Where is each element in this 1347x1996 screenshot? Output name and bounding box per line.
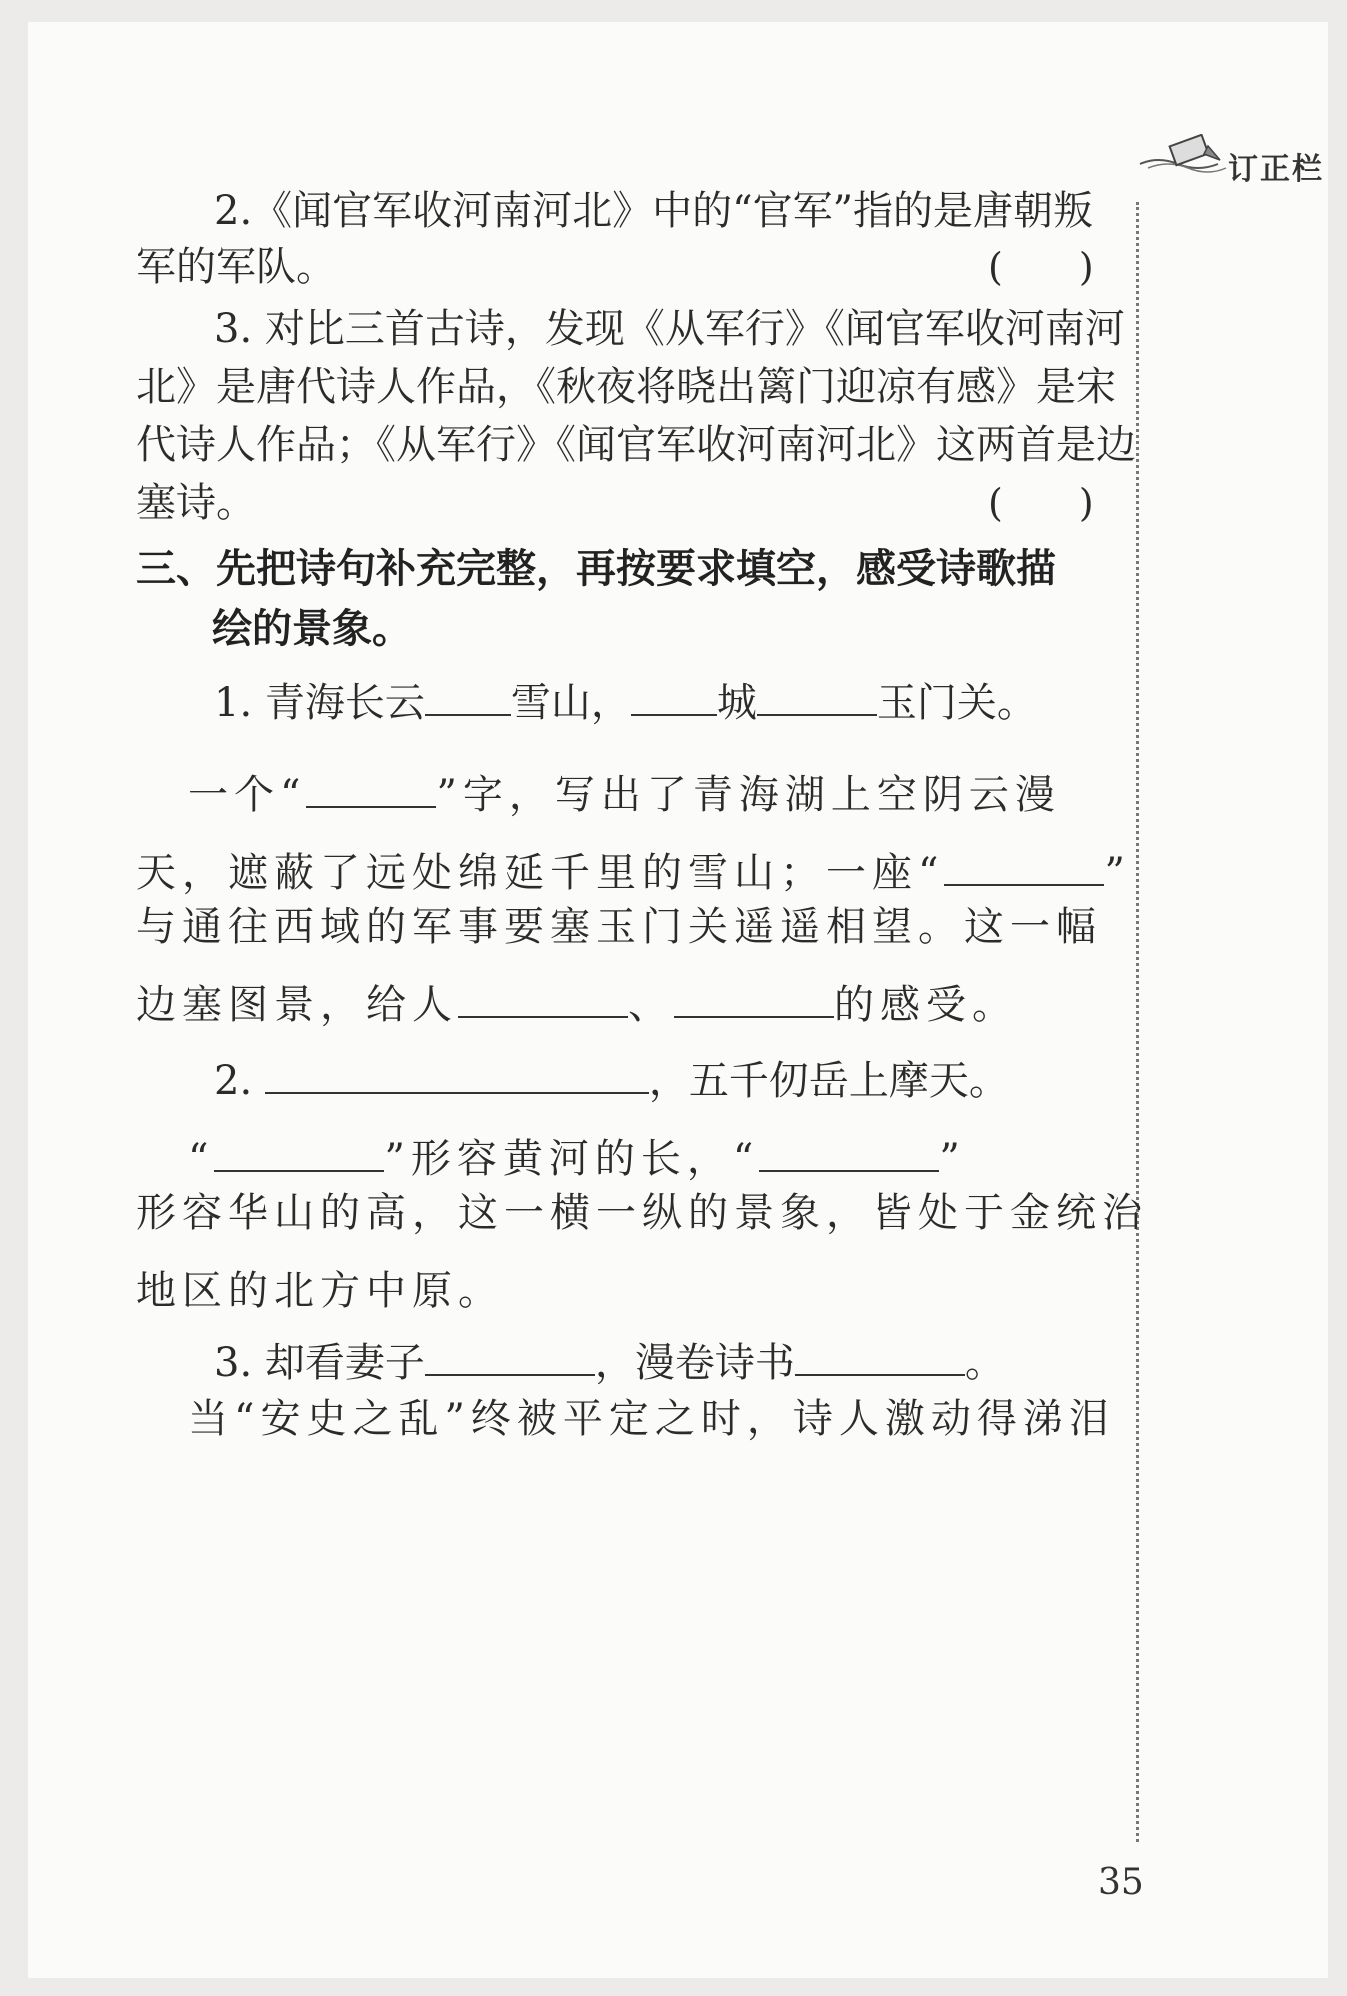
blank-field[interactable] xyxy=(631,678,717,716)
s3-q1-text: ”字，写出了青海湖上空阴云漫 xyxy=(436,772,1061,818)
s3-q1-analysis-line3: 与通往西域的军事要塞玉门关遥遥相望。这一幅 xyxy=(136,904,1102,950)
blank-field[interactable] xyxy=(759,1134,939,1172)
s3-q3-analysis-line1: 当“安史之乱”终被平定之时，诗人激动得涕泪 xyxy=(188,1396,1115,1442)
s3-q1-text: 1. 青海长云 xyxy=(214,680,425,726)
s3-q1-text: 边塞图景，给人 xyxy=(136,982,458,1028)
blank-field[interactable] xyxy=(425,1338,595,1376)
blank-field[interactable] xyxy=(458,980,628,1018)
corrections-column-label: 订正栏 xyxy=(1228,152,1324,187)
q3-statement-line2: 北》是唐代诗人作品，《秋夜将晓出篱门迎凉有感》是宋 xyxy=(136,364,1116,410)
corrections-divider xyxy=(1136,202,1139,1842)
s3-q2-text: “ xyxy=(188,1136,215,1182)
s3-q1-text: 城 xyxy=(716,680,757,726)
blank-field[interactable] xyxy=(757,678,877,716)
s3-q1-text: 一个“ xyxy=(188,772,307,818)
q3-statement-line4: 塞诗。 xyxy=(136,480,256,526)
section3-heading-line1: 三、先把诗句补充完整，再按要求填空，感受诗歌描 xyxy=(136,546,1056,592)
s3-q2-text: 2. xyxy=(214,1058,253,1104)
s3-q3-text: 。 xyxy=(964,1340,1005,1386)
s3-q3-poem-line xyxy=(214,1338,1005,1388)
q2-answer-parentheses[interactable]: ( ) xyxy=(988,245,1094,289)
s3-q1-text: ” xyxy=(1104,850,1131,896)
page-number: 35 xyxy=(1098,1862,1144,1903)
s3-q2-analysis-line2: 形容华山的高，这一横一纵的景象，皆处于金统治 xyxy=(136,1190,1148,1236)
s3-q1-text: 天，遮蔽了远处绵延千里的雪山；一座“ xyxy=(136,850,945,896)
s3-q1-text: 、 xyxy=(628,982,674,1028)
s3-q3-text: 3. 却看妻子 xyxy=(214,1340,425,1386)
s3-q1-analysis-line4 xyxy=(136,980,1018,1030)
workbook-page xyxy=(28,22,1328,1978)
s3-q1-text: 雪山， xyxy=(510,680,631,726)
s3-q2-text: ” xyxy=(939,1136,966,1182)
s3-q1-text: 的感受。 xyxy=(834,982,1018,1028)
blank-field[interactable] xyxy=(265,1056,649,1094)
section3-heading-line2: 绘的景象。 xyxy=(212,606,412,652)
q2-statement: 2.《闻官军收河南河北》中的“官军”指的是唐朝叛 xyxy=(214,188,1094,234)
s3-q2-text: ”形容黄河的长，“ xyxy=(384,1136,760,1182)
q2-statement-cont: 军的军队。 xyxy=(136,244,336,290)
corrections-column-header xyxy=(1138,134,1347,194)
blank-field[interactable] xyxy=(425,678,511,716)
s3-q2-poem-line xyxy=(214,1056,1009,1106)
q3-statement-line3: 代诗人作品；《从军行》《闻官军收河南河北》这两首是边 xyxy=(136,422,1136,468)
s3-q1-analysis-line1 xyxy=(188,770,1061,820)
s3-q2-analysis-line1 xyxy=(188,1134,966,1184)
blank-field[interactable] xyxy=(795,1338,965,1376)
blank-field[interactable] xyxy=(674,980,834,1018)
s3-q2-text: ，五千仞岳上摩天。 xyxy=(648,1058,1009,1104)
s3-q1-analysis-line2 xyxy=(136,848,1131,898)
blank-field[interactable] xyxy=(214,1134,384,1172)
q3-answer-parentheses[interactable]: ( ) xyxy=(988,481,1094,525)
s3-q1-text: 玉门关。 xyxy=(876,680,1037,726)
s3-q2-analysis-line3: 地区的北方中原。 xyxy=(136,1268,504,1314)
pencil-book-icon xyxy=(1138,134,1228,174)
q3-statement-line1: 3. 对比三首古诗，发现《从军行》《闻官军收河南河 xyxy=(214,306,1125,352)
s3-q1-poem-line xyxy=(214,678,1037,728)
blank-field[interactable] xyxy=(944,848,1104,886)
blank-field[interactable] xyxy=(306,770,436,808)
s3-q3-text: ，漫卷诗书 xyxy=(594,1340,795,1386)
